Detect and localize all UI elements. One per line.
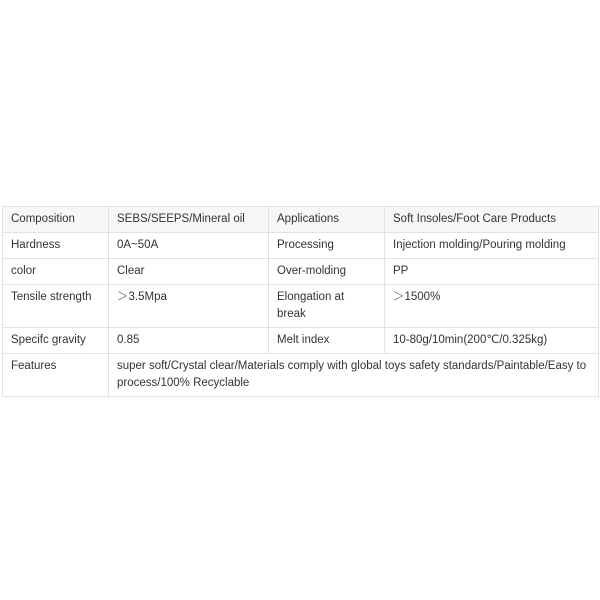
table-cell: PP (385, 259, 599, 285)
table-cell: Hardness (3, 233, 109, 259)
table-row (3, 259, 599, 285)
table-cell: Soft Insoles/Foot Care Products (385, 207, 599, 233)
table-cell: ＞3.5Mpa (109, 285, 269, 328)
table-row (3, 354, 599, 397)
table-cell: 10-80g/10min(200℃/0.325kg) (385, 328, 599, 354)
spec-table (2, 206, 599, 397)
table-cell: 0A~50A (109, 233, 269, 259)
table-row (3, 285, 599, 328)
table-cell: Injection molding/Pouring molding (385, 233, 599, 259)
table-cell: Tensile strength (3, 285, 109, 328)
table-row (3, 328, 599, 354)
table-cell: Elongation at break (269, 285, 385, 328)
table-cell: Processing (269, 233, 385, 259)
table-cell: Melt index (269, 328, 385, 354)
table-cell: color (3, 259, 109, 285)
table-cell: Over-molding (269, 259, 385, 285)
table-cell: Applications (269, 207, 385, 233)
table-cell: Features (3, 354, 109, 397)
table-cell: Specifc gravity (3, 328, 109, 354)
features-cell: super soft/Crystal clear/Materials comply with global toys safety standards/Paintable/Easy to process/100% Recyclable (109, 354, 599, 397)
table-cell: Composition (3, 207, 109, 233)
table-cell: SEBS/SEEPS/Mineral oil (109, 207, 269, 233)
table-cell: ＞1500% (385, 285, 599, 328)
table-cell: Clear (109, 259, 269, 285)
table-row (3, 207, 599, 233)
table-cell: 0.85 (109, 328, 269, 354)
table-row (3, 233, 599, 259)
